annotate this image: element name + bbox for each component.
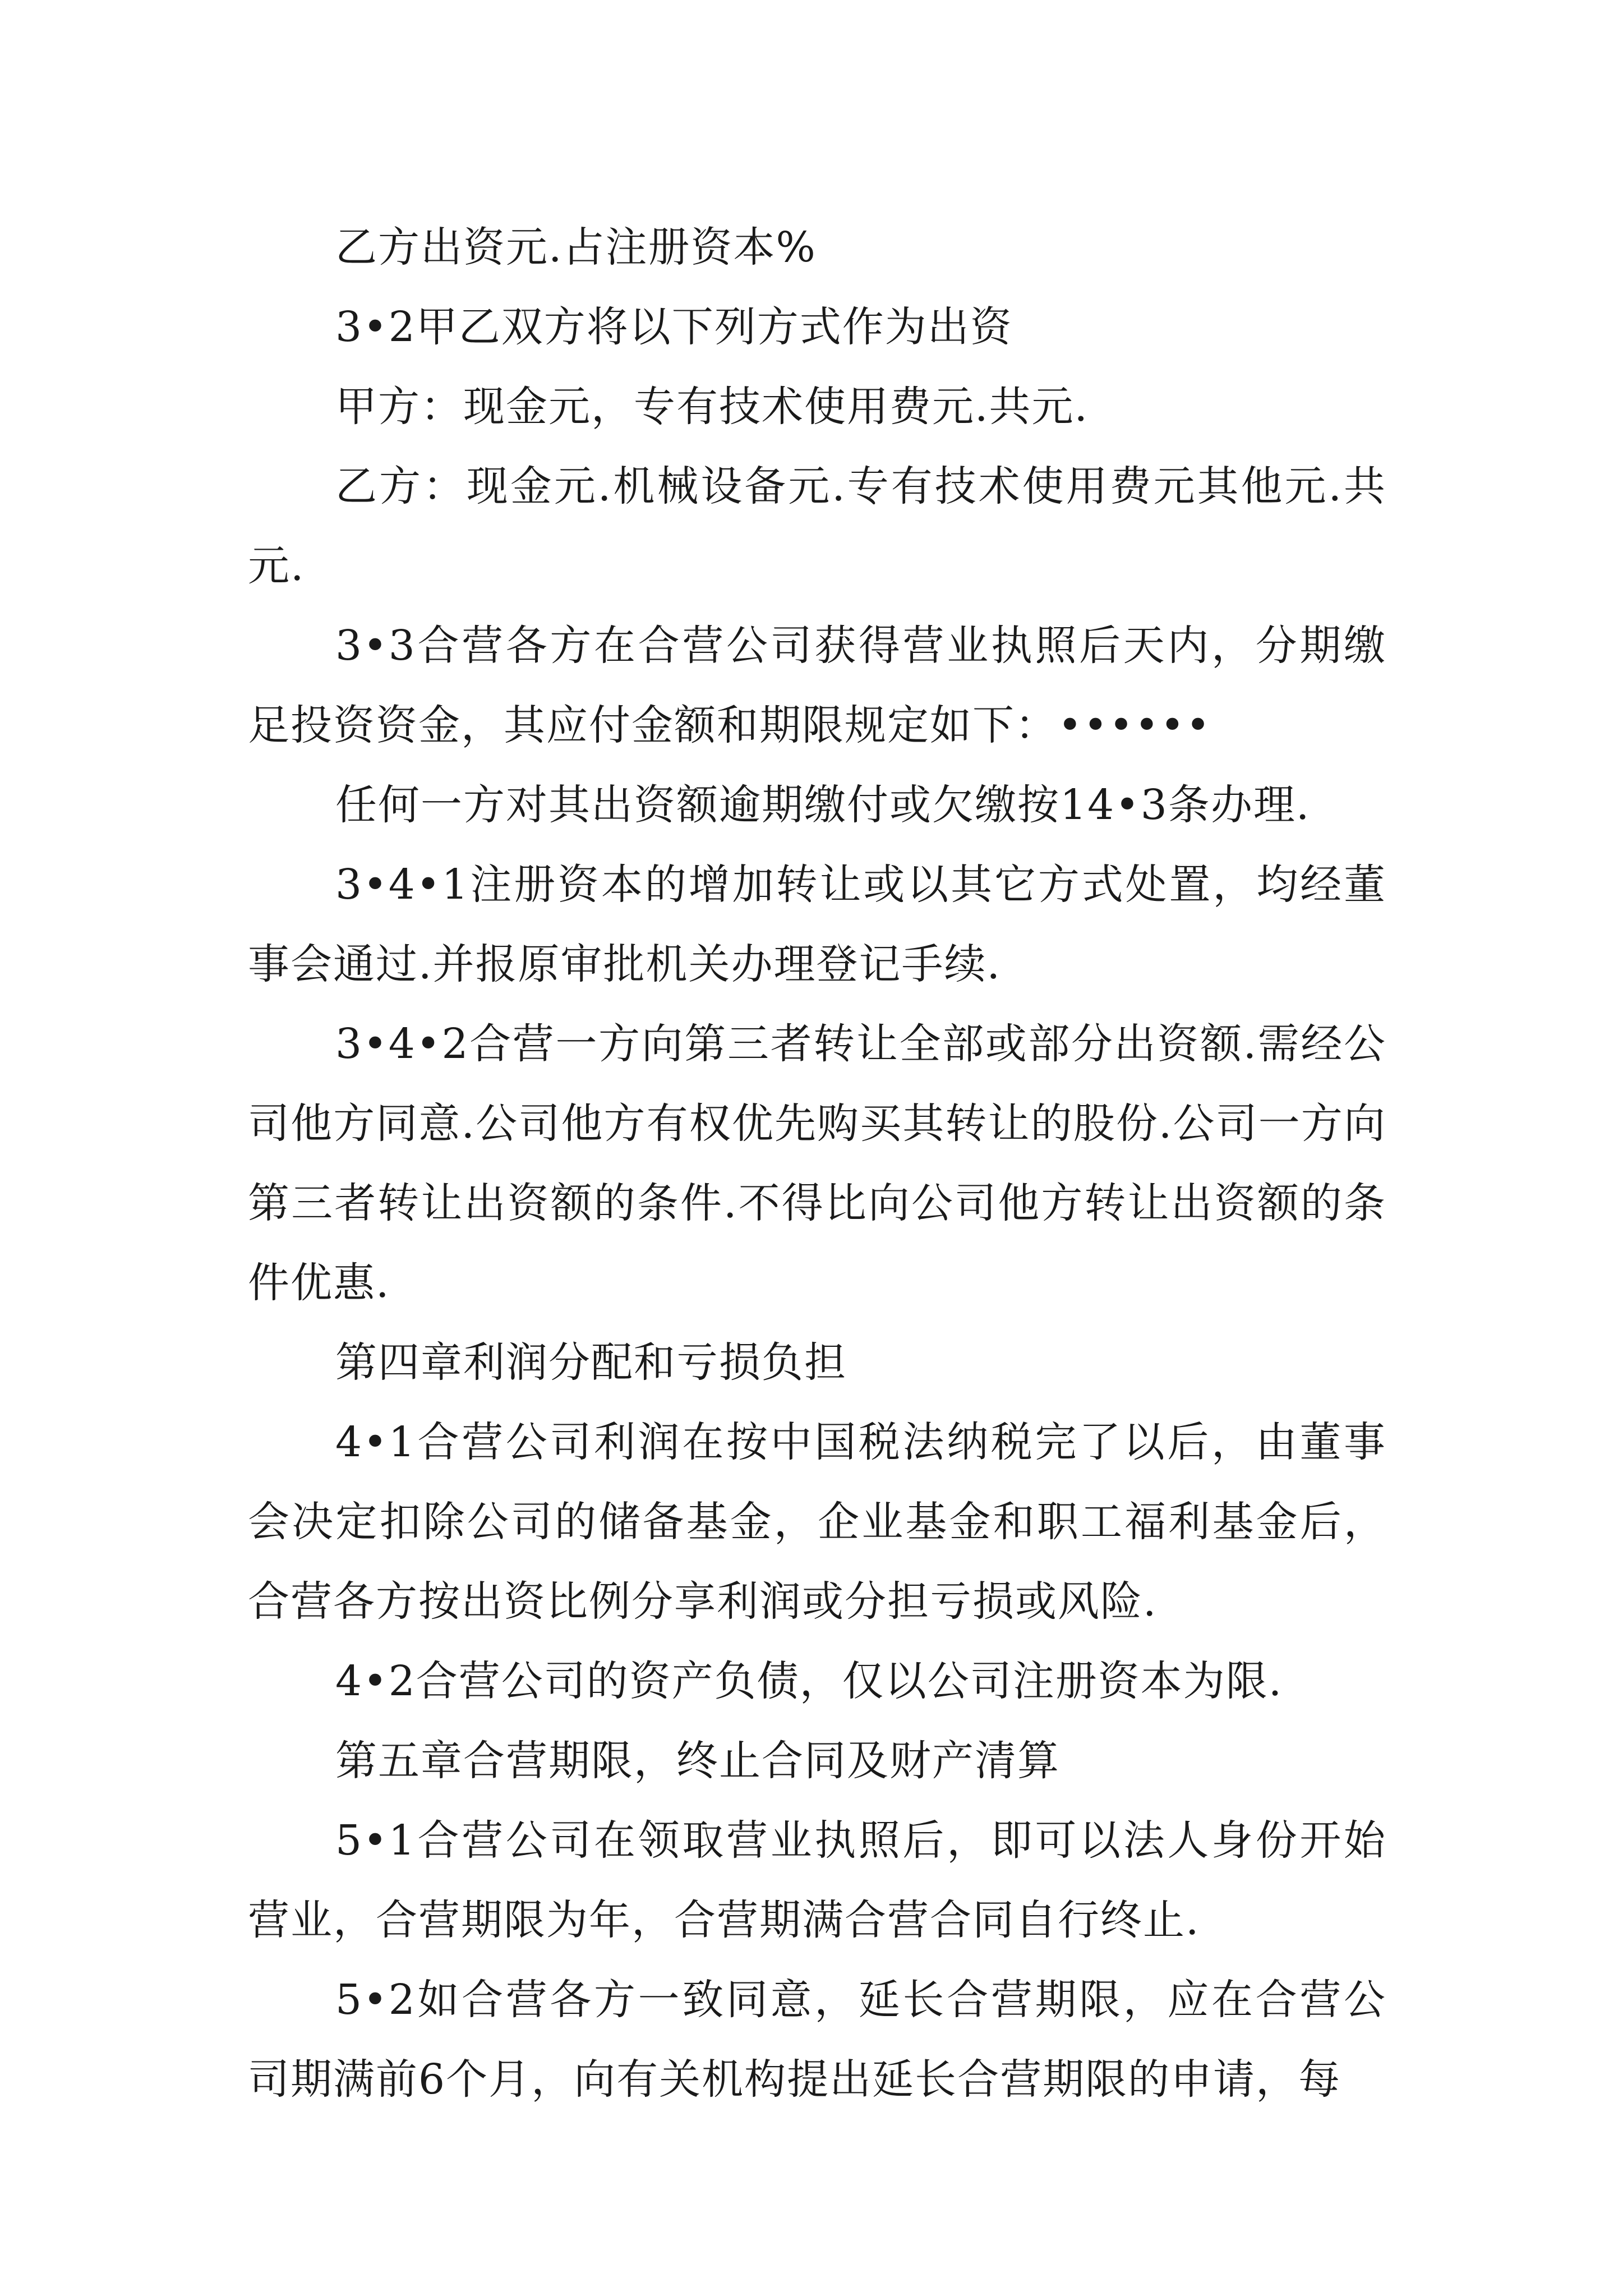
paragraph-party-b-contribution: 乙方：现金元.机械设备元.专有技术使用费元其他元.共元. (248, 462, 1386, 590)
document-body (248, 208, 1386, 2119)
paragraph-4-1: 4•1合营公司利润在按中国税法纳税完了以后，由董事会决定扣除公司的储备基金，企业基金和职工福利基金后，合营各方按出资比例分享利润或分担亏损或风险. (248, 1418, 1386, 1626)
paragraph-5-1: 5•1合营公司在领取营业执照后，即可以法人身份开始营业，合营期限为年，合营期满合营合同自行终止. (248, 1816, 1386, 1944)
paragraph-party-a-contribution: 甲方：现金元，专有技术使用费元.共元. (335, 383, 1089, 431)
paragraph-overdue-payment: 任何一方对其出资额逾期缴付或欠缴按14•3条办理. (335, 781, 1311, 829)
paragraph-3-3: 3•3合营各方在合营公司获得营业执照后天内，分期缴足投资资金，其应付金额和期限规定如下：•••••• (248, 622, 1386, 749)
paragraph-contribution-b: 乙方出资元.占注册资本% (335, 223, 817, 272)
paragraph-3-4-2: 3•4•2合营一方向第三者转让全部或部分出资额.需经公司他方同意.公司他方有权优先购买其转让的股份.公司一方向第三者转让出资额的条件.不得比向公司他方转让出资额的条件优惠. (248, 1020, 1386, 1307)
paragraph-3-4-1: 3•4•1注册资本的增加转让或以其它方式处置，均经董事会通过.并报原审批机关办理登记手续. (248, 861, 1386, 988)
paragraph-4-2: 4•2合营公司的资产负债，仅以公司注册资本为限. (335, 1657, 1283, 1705)
chapter-5-heading: 第五章合营期限，终止合同及财产清算 (335, 1737, 1060, 1785)
chapter-4-heading: 第四章利润分配和亏损负担 (335, 1338, 847, 1387)
paragraph-5-2: 5•2如合营各方一致同意，延长合营期限，应在合营公司期满前6个月，向有关机构提出延长合营期限的申请，每 (248, 1976, 1386, 2104)
paragraph-3-2: 3•2甲乙双方将以下列方式作为出资 (335, 303, 1013, 351)
